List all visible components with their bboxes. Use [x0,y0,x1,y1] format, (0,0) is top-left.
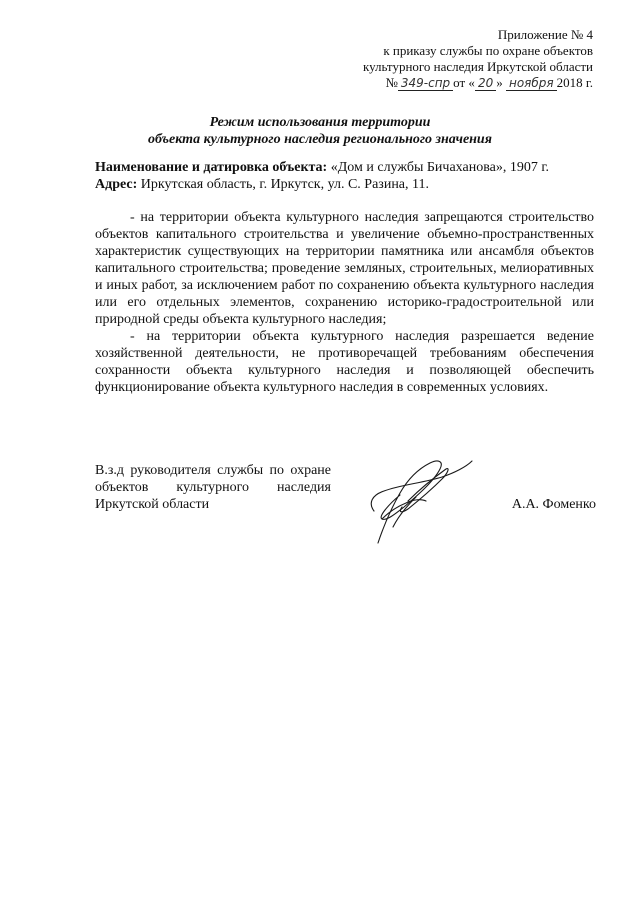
handwritten-day: 20 [475,77,496,91]
object-address-label: Адрес: [95,177,138,192]
signatory-position: В.з.д руководителя службы по охране объектов культурного наследия Иркутской области [95,463,331,512]
handwritten-signature [338,455,478,547]
regime-text [95,209,594,396]
signatory-name: А.А. Фоменко [511,497,596,512]
object-name-row [95,159,595,176]
date-from-text: от « [453,75,475,90]
title-line-1: Режим использования территории [209,115,431,130]
object-info [95,159,595,193]
annex-agency: культурного наследия Иркутской области [362,59,593,74]
handwritten-order-number: 349-спр [398,77,453,91]
annex-order-ref: к приказу службы по охране объектов [383,43,593,58]
quote-close: » [496,75,503,90]
prohibitions-paragraph: - на территории объекта культурного наследия запрещаются строительство объектов капитального строительства и увеличение объемно-пространственных характеристик существующих на территории памятника или ансамбля объектов капитального строительства; проведение земляных, строительных, мелиоративных и иных работ, за исключением работ по сохранению объекта культурного наследия или его отдельных элементов, сохранению историко-градостроительной или природной среды объекта культурного наследия; [95,210,594,327]
order-year: 2018 г. [556,75,593,90]
handwritten-month: ноября [506,77,557,91]
document-title [0,114,640,148]
title-line-2: объекта культурного наследия регионального значения [148,132,492,147]
object-name-label: Наименование и датировка объекта: [95,160,328,175]
object-address-row [95,176,595,193]
annex-title: Приложение № 4 [497,27,593,42]
object-name-value: «Дом и службы Бичаханова», 1907 г. [330,160,549,175]
order-number-line [273,75,593,91]
object-address-value: Иркутская область, г. Иркутск, ул. С. Разина, 11. [140,177,430,192]
annex-header [273,27,593,91]
permissions-paragraph: - на территории объекта культурного наследия разрешается ведение хозяйственной деятельности, не противоречащей требованиям обеспечения сохранности объекта культурного наследия и позволяющей обеспечить функционирование объекта культурного наследия в современных условиях. [95,329,594,395]
number-prefix: № [385,75,398,90]
